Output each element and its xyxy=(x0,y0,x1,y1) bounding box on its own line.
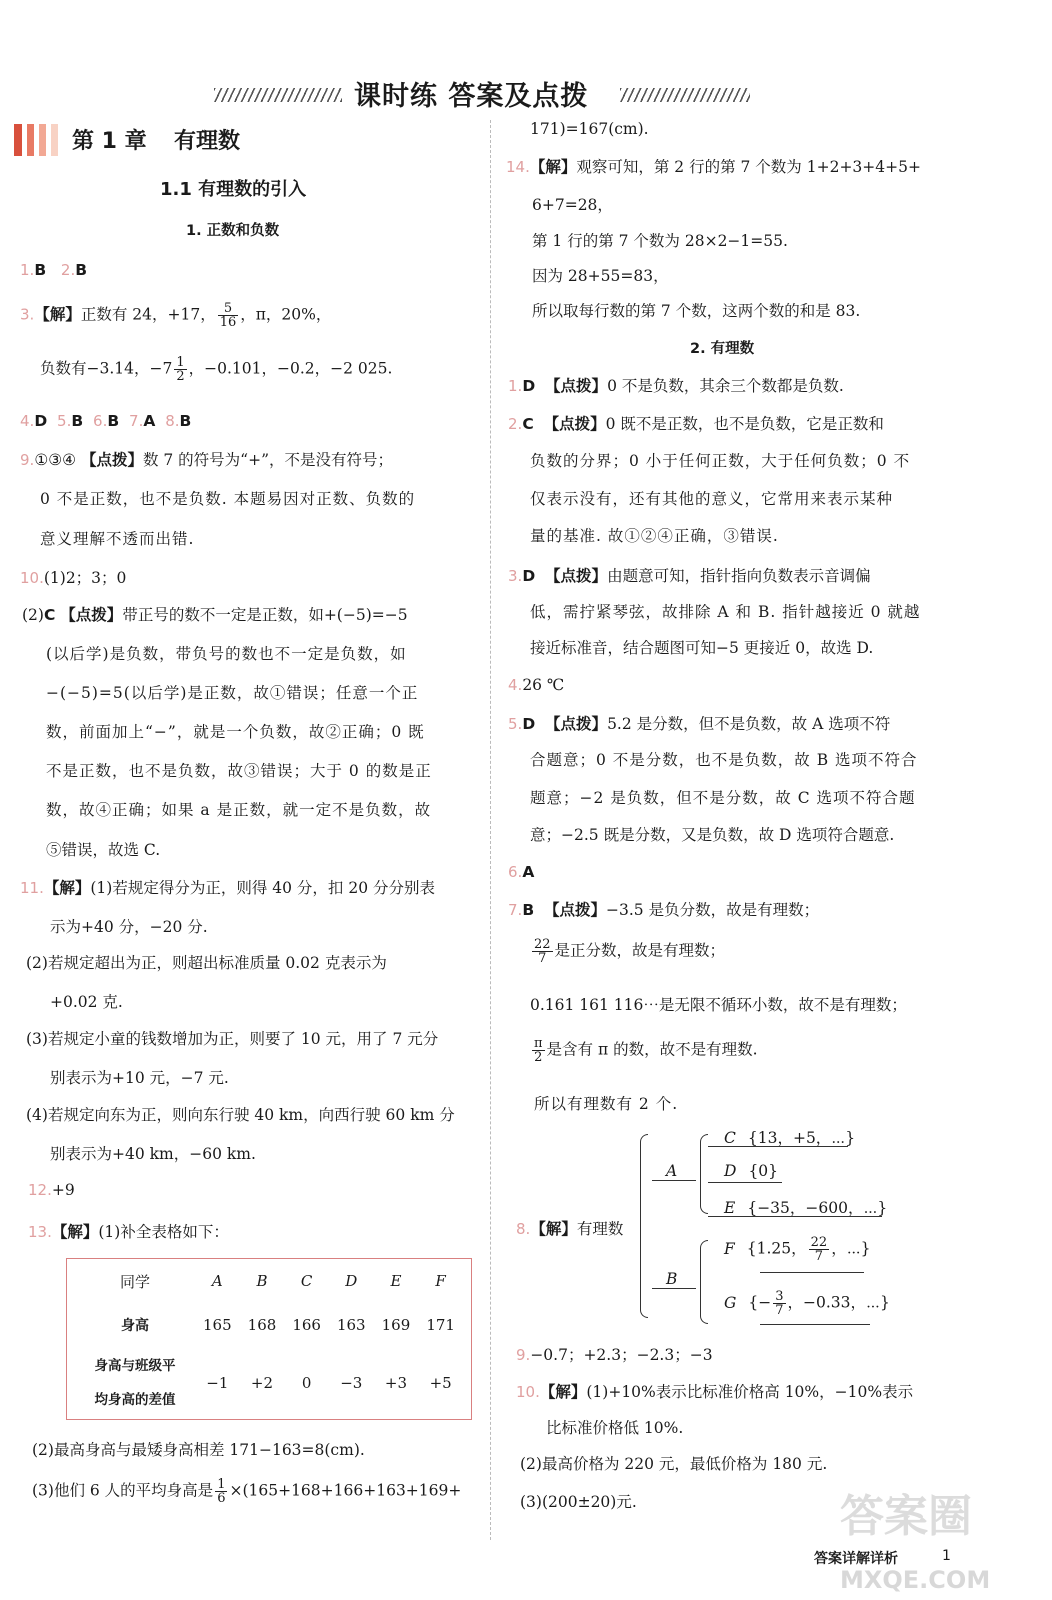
answer-10-line6: 数，故④正确；如果 a 是正数，就一定不是负数，故 xyxy=(46,801,432,819)
answer-10-line5: 不是正数，也不是负数，故③错误；大于 0 的数是正 xyxy=(46,762,432,780)
answer-p5-line4: 意；−2.5 既是分数，又是负数，故 D 选项符合题意. xyxy=(530,826,895,844)
watermark-logo: 答案圈 xyxy=(840,1491,972,1542)
answer-14-line4: 因为 28+55=83， xyxy=(532,267,669,285)
answer-10-2: (2)C 【点拨】带正号的数不一定是正数，如+(−5)=−5 xyxy=(22,606,408,624)
answer-10-line2: (以后学)是负数，带负号的数也不一定是负数，如 xyxy=(46,645,407,663)
page-header-title: 课时练 答案及点拨 xyxy=(354,81,589,112)
answer-4-8: 4.D 5.B 6.B 7.A 8.B xyxy=(20,412,192,430)
answer-p7-line3: 0.161 161 116⋯是无限不循环小数，故不是有理数； xyxy=(530,996,907,1014)
chapter-name: 有理数 xyxy=(174,129,241,154)
answer-p7: 7.B 【点拨】−3.5 是负分数，故是有理数； xyxy=(508,901,820,919)
table-header-row: 同学 A B C D E F xyxy=(119,1272,446,1291)
answer-p6: 6.A xyxy=(508,863,535,881)
answer-14-line5: 所以取每行数的第 7 个数，这两个数的和是 83. xyxy=(532,302,861,320)
set-C-underline xyxy=(708,1146,848,1147)
chapter-label: 第 1 章 xyxy=(72,129,147,154)
answer-13-continued: 171)=167(cm). xyxy=(530,120,649,138)
answer-11-line5: (3)若规定小童的钱数增加为正，则要了 10 元，用了 7 元分 xyxy=(26,1030,439,1048)
answer-p4: 4.26 ℃ xyxy=(508,676,565,694)
answer-p10-line4: (3)(200±20)元. xyxy=(520,1493,637,1511)
answer-11-line4: +0.02 克. xyxy=(50,993,123,1011)
set-D: D {0} xyxy=(724,1162,779,1180)
page-number: 1 xyxy=(942,1548,951,1564)
answer-11: 11.【解】(1)若规定得分为正，则得 40 分，扣 20 分分别表 xyxy=(20,879,435,897)
answer-12: 12.+9 xyxy=(28,1181,75,1199)
answer-11-line7: (4)若规定向东为正，则向东行驶 40 km，向西行驶 60 km 分 xyxy=(26,1106,455,1124)
answer-3-negatives: 负数有−3.14，−7 $\frac{1}{2}$ ，−0.101，−0.2，−2 025. xyxy=(40,355,393,384)
answer-p10-line3: (2)最高价格为 220 元，最低价格为 180 元. xyxy=(520,1455,828,1473)
answer-14-line2: 6+7=28， xyxy=(532,196,613,214)
answer-11-line3: (2)若规定超出为正，则超出标准质量 0.02 克表示为 xyxy=(26,954,387,972)
answer-14-line3: 第 1 行的第 7 个数为 28×2−1=55. xyxy=(532,232,788,250)
answer-9-line3: 意义理解不透而出错. xyxy=(40,530,195,548)
answer-1-2: 1.B 2.B xyxy=(20,261,88,279)
table-row: 身高 165 168 166 163 169 171 xyxy=(121,1316,455,1334)
subsection-title-2: 2. 有理数 xyxy=(690,341,755,357)
answer-10-line3: −(−5)=5(以后学)是正数，故①错误；任意一个正 xyxy=(46,684,419,702)
set-F: F {1.25， $\frac{22}{7}$ ，⋯} xyxy=(724,1235,871,1264)
set-E: E {−35，−600，⋯} xyxy=(724,1199,888,1217)
subsection-title-1: 1. 正数和负数 xyxy=(186,223,280,239)
answer-13-3: (3)他们 6 人的平均身高是 $\frac{1}{6}$ ×(165+168+166+163+169+ xyxy=(32,1477,462,1506)
set-G-underline xyxy=(760,1324,870,1325)
chapter-bars xyxy=(14,124,62,156)
set-D-underline xyxy=(708,1182,782,1183)
answer-11-line6: 别表示为+10 元，−7 元. xyxy=(50,1069,229,1087)
answer-p7-line2: $\frac{22}{7}$ 是正分数，故是有理数； xyxy=(534,937,726,966)
brace-A xyxy=(700,1134,708,1214)
answer-p2: 2.C 【点拨】0 既不是正数，也不是负数，它是正数和 xyxy=(508,415,884,433)
branch-A-line xyxy=(652,1180,696,1181)
header-hatch-right xyxy=(620,88,750,102)
answer-10-line7: ⑤错误，故选 C. xyxy=(46,841,161,859)
branch-B-label: B xyxy=(666,1270,678,1288)
answer-p2-line4: 量的基准. 故①②④正确，③错误. xyxy=(530,527,779,545)
answer-p3-line3: 接近标准音，结合题图可知−5 更接近 0，故选 D. xyxy=(530,639,874,657)
footer-label: 答案详解详析 xyxy=(814,1551,898,1567)
answer-p2-line3: 仅表示没有，还有其他的意义，它常用来表示某种 xyxy=(530,490,894,508)
answer-13-2: (2)最高身高与最矮身高相差 171−163=8(cm). xyxy=(32,1441,365,1459)
answer-11-line8: 别表示为+40 km，−60 km. xyxy=(50,1145,256,1163)
answer-p5-line2: 合题意；0 不是分数，也不是负数，故 B 选项不符合 xyxy=(530,751,918,769)
answer-p8: 8.【解】有理数 xyxy=(516,1220,624,1238)
answer-10-1: 10.(1)2；3；0 xyxy=(20,569,127,587)
column-divider xyxy=(490,120,491,1540)
answer-p7-line5: 所以有理数有 2 个. xyxy=(534,1095,679,1113)
answer-14: 14.【解】观察可知，第 2 行的第 7 个数为 1+2+3+4+5+ xyxy=(506,158,921,176)
answer-13: 13.【解】(1)补全表格如下： xyxy=(28,1223,229,1241)
answer-3: 3.【解】正数有 24，+17， $\frac{5}{16}$ ，π，20%， xyxy=(20,301,332,330)
answer-p3: 3.D 【点拨】由题意可知，指针指向负数表示音调偏 xyxy=(508,567,871,585)
brace-B xyxy=(700,1240,708,1324)
answer-p5: 5.D 【点拨】5.2 是分数，但不是负数，故 A 选项不符 xyxy=(508,715,891,733)
set-E-underline xyxy=(708,1216,882,1217)
section-title: 1.1 有理数的引入 xyxy=(160,179,307,200)
brace-root xyxy=(640,1134,648,1318)
answer-9-line2: 0 不是正数，也不是负数. 本题易因对正数、负数的 xyxy=(40,490,416,508)
header-hatch-left xyxy=(214,88,342,102)
branch-B-line xyxy=(652,1288,696,1289)
answer-p3-line2: 低，需拧紧琴弦，故排除 A 和 B. 指针越接近 0 就越 xyxy=(530,603,921,621)
answer-p1: 1.D 【点拨】0 不是负数，其余三个数都是负数. xyxy=(508,377,844,395)
answer-11-line2: 示为+40 分，−20 分. xyxy=(50,918,208,936)
answer-p10-line2: 比标准价格低 10%. xyxy=(546,1419,684,1437)
answer-p2-line2: 负数的分界；0 小于任何正数，大于任何负数；0 不 xyxy=(530,452,911,470)
height-table xyxy=(66,1258,472,1420)
answer-p9: 9.−0.7；+2.3；−2.3；−3 xyxy=(516,1346,713,1364)
branch-A-label: A xyxy=(666,1162,678,1180)
answer-9: 9.①③④ 【点拨】数 7 的符号为“+”，不是没有符号； xyxy=(20,451,394,469)
set-G: G {− $\frac{3}{7}$ ，−0.33，⋯} xyxy=(724,1289,890,1318)
set-C: C {13，+5，⋯} xyxy=(724,1129,856,1147)
answer-10-line4: 数，前面加上“−”，就是一个负数，故②正确；0 既 xyxy=(46,723,425,741)
answer-p7-line4: $\frac{\pi}{2}$ 是含有 π 的数，故不是有理数. xyxy=(534,1036,758,1065)
answer-p5-line3: 题意；−2 是负数，但不是分数，故 C 选项不符合题 xyxy=(530,789,916,807)
answer-p10: 10.【解】(1)+10%表示比标准价格高 10%，−10%表示 xyxy=(516,1383,914,1401)
watermark-url: MXQE.COM xyxy=(840,1566,991,1594)
table-row: 身高与班级平 均身高的差值 −1 +2 0 −3 +3 +5 xyxy=(94,1358,452,1408)
set-F-underline xyxy=(760,1272,864,1273)
